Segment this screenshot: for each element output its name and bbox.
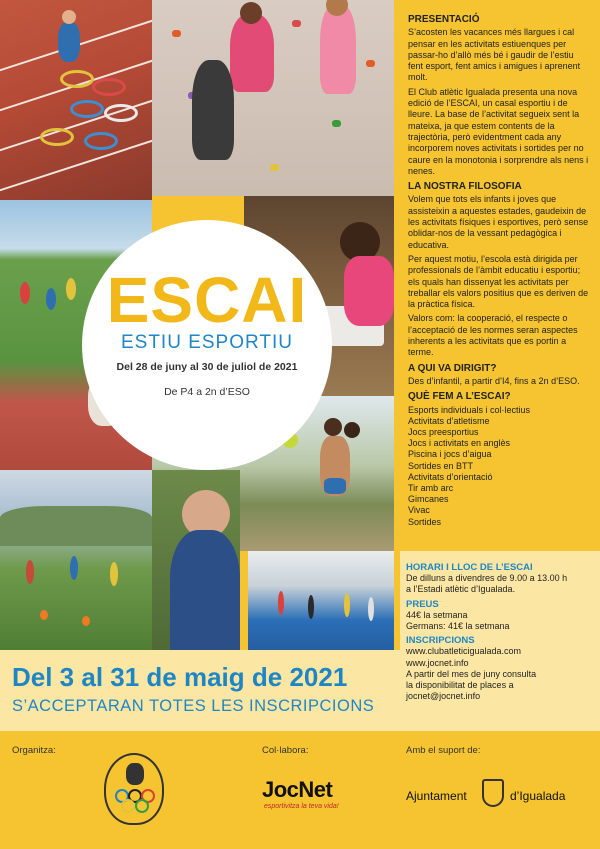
igualada-crest-icon: [482, 779, 504, 807]
inscripcions-line4: la disponibilitat de places a: [406, 680, 514, 691]
dirigit-heading: A QUI VA DIRIGIT?: [408, 362, 497, 374]
activitats-heading: QUÈ FEM A L’ESCAI?: [408, 391, 511, 403]
jocnet-tagline: esportivitza la teva vida!: [264, 803, 339, 810]
dirigit-p1: Des d’infantil, a partir d’I4, fins a 2n d’ESO.: [408, 375, 580, 386]
horari-line1: De dilluns a divendres de 9.00 a 13.00 h: [406, 573, 568, 584]
list-item: Piscina i jocs d’aigua: [408, 449, 492, 460]
preus-line1: 44€ la setmana: [406, 609, 468, 620]
horari-line2: a l’Estadi atlètic d’Igualada.: [406, 584, 516, 595]
photo-running-track-hoops: [0, 0, 152, 200]
hero-title: ESCAI: [106, 264, 308, 336]
preus-line2: Germans: 41€ la setmana: [406, 621, 510, 632]
photo-climbing-wall: [152, 0, 394, 196]
inscripcions-link-club[interactable]: www.clubatleticigualada.com: [406, 646, 522, 657]
hero-dates: Del 28 de juny al 30 de juliol de 2021: [116, 361, 298, 373]
list-item: Esports individuals i col·lectius: [408, 404, 531, 415]
list-item: Activitats d’atletisme: [408, 415, 490, 426]
inscripcions-line3: A partir del mes de juny consulta: [406, 668, 537, 679]
inscripcions-email[interactable]: jocnet@jocnet.info: [406, 691, 481, 702]
ajuntament-text: Ajuntament: [406, 789, 467, 803]
hero-levels: De P4 a 2n d’ESO: [164, 386, 250, 398]
banner-subtitle: S’ACCEPTARAN TOTES LES INSCRIPCIONS: [12, 697, 375, 715]
info-column: [400, 0, 600, 528]
club-atletic-logo: [104, 753, 164, 825]
banner-dates: Del 3 al 31 de maig de 2021: [12, 662, 348, 692]
filosofia-p1: Volem que tots els infants i joves que assisteixin a aquestes estades, gaudeixin de les activitats físiques i esportives, però sense oblidar-nos de la vessant pedagògica i educativa.: [408, 194, 589, 250]
photo-indoor-hall: [248, 551, 394, 650]
list-item: Jocs i activitats en anglès: [408, 438, 511, 449]
practical-panel: [400, 551, 600, 731]
registration-banner: [0, 650, 400, 731]
filosofia-p3: Valors com: la cooperació, el respecte o l’acceptació de les normes seran aspectes inherents a les activitats que es portin a terme.: [408, 313, 578, 358]
horari-heading: HORARI I LLOC DE L’ESCAI: [406, 562, 533, 573]
list-item: Jocs preesportius: [408, 426, 479, 437]
activitats-list: [408, 405, 590, 528]
list-item: Activitats d’orientació: [408, 471, 493, 482]
filosofia-heading: LA NOSTRA FILOSOFIA: [408, 181, 522, 193]
presentacio-p2: El Club atlètic Igualada presenta una nova edició de l’ESCAI, un casal esportiu i de lleure. La base de l’activitat segueix sent la mateixa, ja que estem contents de la trajectòria, però evidentment cada any incorporem noves activitats i sortides per no caure en la monotonia i sorprendre als nens i nenes.: [408, 86, 589, 176]
inscripcions-heading: INSCRIPCIONS: [406, 635, 475, 647]
photo-sprinklers-field: [0, 470, 152, 650]
list-item: Tir amb arc: [408, 482, 454, 493]
list-item: Sortides: [408, 516, 442, 527]
presentacio-p1: S’acosten les vacances més llargues i cal pensar en les activitats estiuenques per passar-ho d’allò més bé i gaudir de l’estiu fent esport, fent amics i amigues i aprenent molt.: [408, 27, 581, 83]
jocnet-logo: JocNet: [262, 777, 333, 802]
suport-label: Amb el suport de:: [406, 745, 481, 756]
presentacio-heading: PRESENTACIÓ: [408, 14, 480, 25]
hero-subtitle: ESTIU ESPORTIU: [120, 332, 293, 353]
organitza-label: Organitza:: [12, 745, 56, 756]
photo-boy-back: [152, 470, 240, 650]
footer: [0, 731, 600, 849]
hero-circle: [82, 220, 332, 470]
preus-heading: PREUS: [406, 598, 439, 610]
igualada-text: d’Igualada: [510, 789, 566, 803]
list-item: Sortides en BTT: [408, 460, 474, 471]
collabora-label: Col·labora:: [262, 745, 309, 756]
list-item: Vivac: [408, 505, 430, 516]
inscripcions-link-jocnet[interactable]: www.jocnet.info: [406, 657, 469, 668]
list-item: Gimcanes: [408, 494, 449, 505]
filosofia-p2: Per aquest motiu, l’escola està dirigida per professionals de l’àmbit educatiu i esportiu; els quals han dissenyat les activitats per treballar els valors positius que es deriven de la pràctica física.: [408, 253, 589, 310]
